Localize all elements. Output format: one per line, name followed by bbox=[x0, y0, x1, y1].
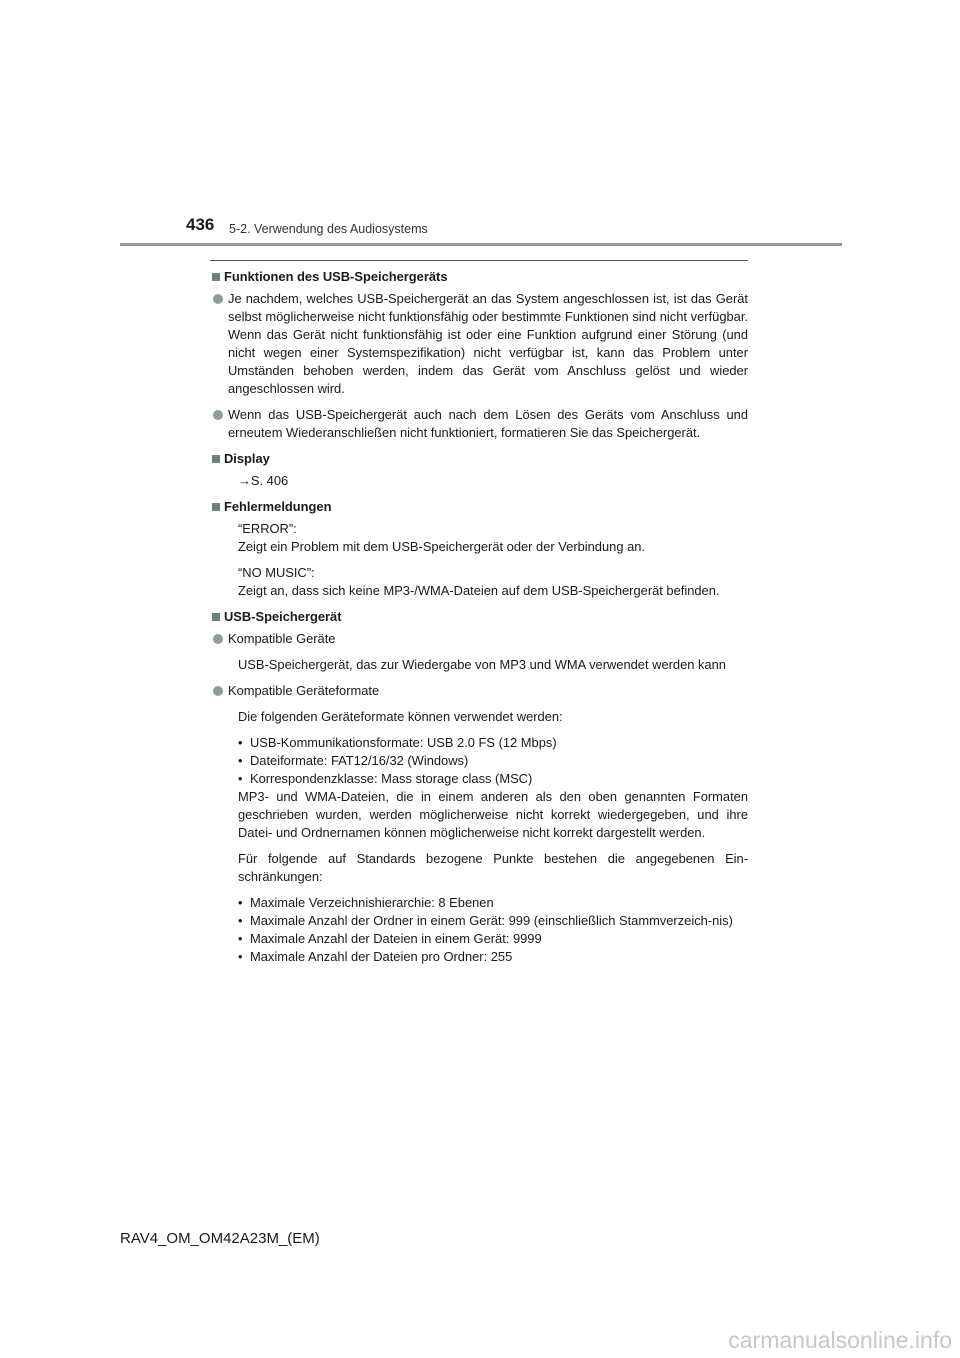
limits-intro: Für folgende auf Standards bezogene Punkte bestehen die angegebenen Ein-schränkungen: bbox=[238, 851, 748, 884]
list-item: • Maximale Anzahl der Dateien pro Ordner: 255 bbox=[238, 949, 513, 964]
square-bullet-icon bbox=[212, 613, 220, 621]
dot-icon: • bbox=[238, 735, 243, 750]
section-rule bbox=[210, 260, 748, 261]
error-message-block bbox=[212, 520, 748, 556]
bullet-text: Wenn das USB-Speichergerät auch nach dem Lösen des Geräts vom Anschluss und erneutem Wiederanschließen nicht funktioniert, formatieren Sie das Speichergerät. bbox=[228, 407, 748, 440]
heading-text: Fehlermeldungen bbox=[224, 499, 332, 514]
bullet-item bbox=[212, 290, 748, 398]
square-bullet-icon bbox=[212, 455, 220, 463]
bullet-item bbox=[212, 682, 748, 700]
square-bullet-icon bbox=[212, 503, 220, 511]
heading-usb-functions bbox=[212, 268, 748, 286]
heading-text: Display bbox=[224, 451, 270, 466]
heading-error-messages bbox=[212, 498, 748, 516]
error-description: Zeigt ein Problem mit dem USB-Speichergerät oder der Verbindung an. bbox=[238, 539, 645, 554]
error-code: “ERROR”: bbox=[238, 521, 297, 536]
chapter-title: 5-2. Verwendung des Audiosystems bbox=[229, 222, 428, 236]
nomusic-code: “NO MUSIC”: bbox=[238, 565, 315, 580]
bullet-text: Kompatible Geräte bbox=[228, 631, 336, 646]
formats-note: MP3- und WMA-Dateien, die in einem anderen als den oben genannten Formaten geschrieben wurden, werden möglicherweise nicht korrekt wiedergegeben, und ihre Datei- und Ordnernamen können möglicherweise nicht korrekt dargestellt werden. bbox=[238, 789, 748, 840]
bullet-text: Kompatible Geräteformate bbox=[228, 683, 380, 698]
formats-list bbox=[212, 734, 748, 788]
heading-usb-device bbox=[212, 608, 748, 626]
dot-icon: • bbox=[238, 753, 243, 768]
bullet-text: Je nachdem, welches USB-Speichergerät an das System angeschlossen ist, ist das Gerät selbst möglicherweise nicht funktionsfähig oder bestimmte Funktionen sind nicht verfügbar. Wenn das Gerät nicht funktionsfähig ist oder eine Funktion aufgrund einer Störung (und nicht wegen einer Systemspezifikation) nicht verfügbar ist, kann das Problem unter Umständen behoben werden, indem das Gerät vom Anschluss gelöst und wieder angeschlossen wird. bbox=[228, 291, 748, 396]
circle-bullet-icon bbox=[213, 410, 223, 420]
watermark: carmanualsonline.info bbox=[728, 1327, 952, 1353]
heading-text: USB-Speichergerät bbox=[224, 609, 342, 624]
list-item: • Maximale Verzeichnishierarchie: 8 Ebenen bbox=[238, 895, 494, 910]
page-reference-link[interactable]: →S. 406 bbox=[238, 473, 289, 488]
bullet-item bbox=[212, 630, 748, 648]
heading-text: Funktionen des USB-Speichergeräts bbox=[224, 269, 448, 284]
dot-icon: • bbox=[238, 931, 243, 946]
circle-bullet-icon bbox=[213, 686, 223, 696]
page-content bbox=[212, 268, 748, 966]
limits-list bbox=[212, 894, 748, 966]
dot-icon: • bbox=[238, 949, 243, 964]
header-rule bbox=[120, 243, 842, 246]
formats-intro: Die folgenden Geräteformate können verwendet werden: bbox=[238, 709, 563, 724]
heading-display bbox=[212, 450, 748, 468]
list-item: • Korrespondenzklasse: Mass storage class (MSC) bbox=[238, 771, 533, 786]
dot-icon: • bbox=[238, 895, 243, 910]
square-bullet-icon bbox=[212, 273, 220, 281]
nomusic-message-block bbox=[212, 564, 748, 600]
circle-bullet-icon bbox=[213, 294, 223, 304]
nomusic-description: Zeigt an, dass sich keine MP3-/WMA-Dateien auf dem USB-Speichergerät befinden. bbox=[238, 583, 720, 598]
dot-icon: • bbox=[238, 771, 243, 786]
bullet-item bbox=[212, 406, 748, 442]
list-item: • Maximale Anzahl der Ordner in einem Gerät: 999 (einschließlich Stammverzeich-nis) bbox=[238, 913, 733, 928]
list-item: • Maximale Anzahl der Dateien in einem Gerät: 9999 bbox=[238, 931, 542, 946]
page-number: 436 bbox=[186, 215, 215, 234]
compatible-devices-text: USB-Speichergerät, das zur Wiedergabe von MP3 und WMA verwendet werden kann bbox=[238, 657, 726, 672]
list-item: • Dateiformate: FAT12/16/32 (Windows) bbox=[238, 753, 469, 768]
document-code: RAV4_OM_OM42A23M_(EM) bbox=[120, 1230, 320, 1247]
list-item: • USB-Kommunikationsformate: USB 2.0 FS (12 Mbps) bbox=[238, 735, 557, 750]
circle-bullet-icon bbox=[213, 634, 223, 644]
dot-icon: • bbox=[238, 913, 243, 928]
